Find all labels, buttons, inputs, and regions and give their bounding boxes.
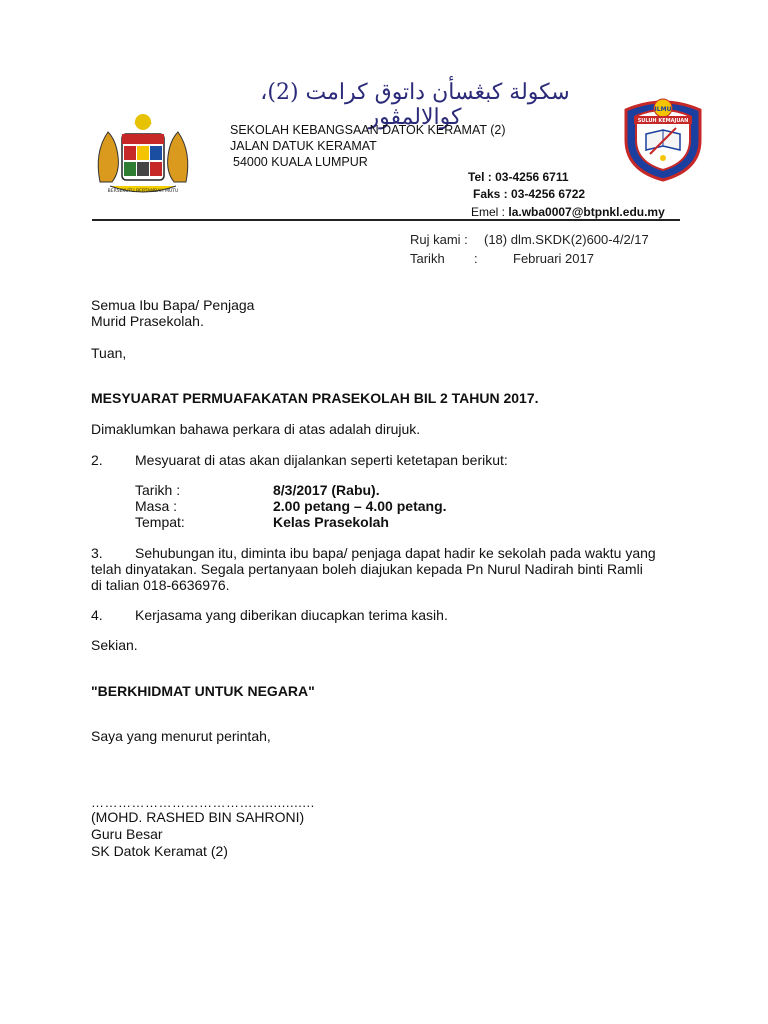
salutation: Tuan, [91,345,127,361]
tarikh-value: Februari 2017 [513,251,594,266]
fax-value: 03-4256 6722 [511,187,586,201]
fax-label: Faks : [473,187,508,201]
signatory-title: Guru Besar [91,826,163,842]
sign-intro: Saya yang menurut perintah, [91,728,271,744]
detail-label-masa: Masa : [135,498,178,514]
malaysia-coat-of-arms-icon [90,112,196,198]
tel-label: Tel : [468,170,492,184]
detail-value-tempat: Kelas Prasekolah [273,514,389,530]
tarikh-label: Tarikh [410,251,445,266]
tarikh-colon: : [474,251,478,266]
fax-row [473,187,585,201]
letter-subject: MESYUARAT PERMUAFAKATAN PRASEKOLAH BIL 2 TAHUN 2017. [91,390,539,406]
email-label: Emel : [471,205,506,219]
ruj-label: Ruj kami : [410,232,468,247]
detail-label-tarikh: Tarikh : [135,482,181,498]
recipient-line2: Murid Prasekolah. [91,313,204,329]
motto: "BERKHIDMAT UNTUK NEGARA" [91,683,315,699]
paragraph-3-line1: Sehubungan itu, diminta ibu bapa/ penjaga dapat hadir ke sekolah pada waktu yang [135,545,656,561]
tel-row [468,170,569,184]
email-value: la.wba0007@btpnkl.edu.my [508,205,665,219]
email-row [471,205,665,219]
paragraph-4-number: 4. [91,607,103,623]
school-name: SEKOLAH KEBANGSAAN DATOK KERAMAT (2) [230,123,506,137]
recipient-line1: Semua Ibu Bapa/ Penjaga [91,297,255,313]
paragraph-2-text: Mesyuarat di atas akan dijalankan seperti ketetapan berikut: [135,452,508,468]
signatory-school: SK Datok Keramat (2) [91,843,228,859]
detail-value-masa: 2.00 petang – 4.00 petang. [273,498,447,514]
signatory-name: (MOHD. RASHED BIN SAHRONI) [91,809,305,825]
ruj-value: (18) dlm.SKDK(2)600-4/2/17 [484,232,649,247]
paragraph-2-number: 2. [91,452,103,468]
signature-line: ………………………………............... [91,795,315,810]
crest-banner-text: SULUH KEMAJUAN [637,118,689,124]
closing: Sekian. [91,637,138,653]
svg-text:BERSEKUTU BERTAMBAH MUTU: BERSEKUTU BERTAMBAH MUTU [107,189,179,194]
crest-top-text: ILMU [654,106,672,113]
tel-value: 03-4256 6711 [495,170,569,184]
detail-value-tarikh: 8/3/2017 (Rabu). [273,482,380,498]
paragraph-3-number: 3. [91,545,103,561]
school-address-line2: 54000 KUALA LUMPUR [233,155,368,169]
detail-label-tempat: Tempat: [135,514,185,530]
paragraph-1: Dimaklumkan bahawa perkara di atas adalah dirujuk. [91,421,421,437]
paragraph-3-line2: telah dinyatakan. Segala pertanyaan boleh diajukan kepada Pn Nurul Nadirah binti Ramli [91,561,643,577]
school-crest-icon [618,92,708,182]
header-divider [92,219,680,221]
paragraph-3-line3: di talian 018-6636976. [91,577,230,593]
paragraph-4-text: Kerjasama yang diberikan diucapkan terima kasih. [135,607,448,623]
school-address-line1: JALAN DATUK KERAMAT [230,139,377,153]
jawi-school-title: سكولة كبڠسأن داتوق كرامت (2)، كوالالمڤور [260,80,570,130]
